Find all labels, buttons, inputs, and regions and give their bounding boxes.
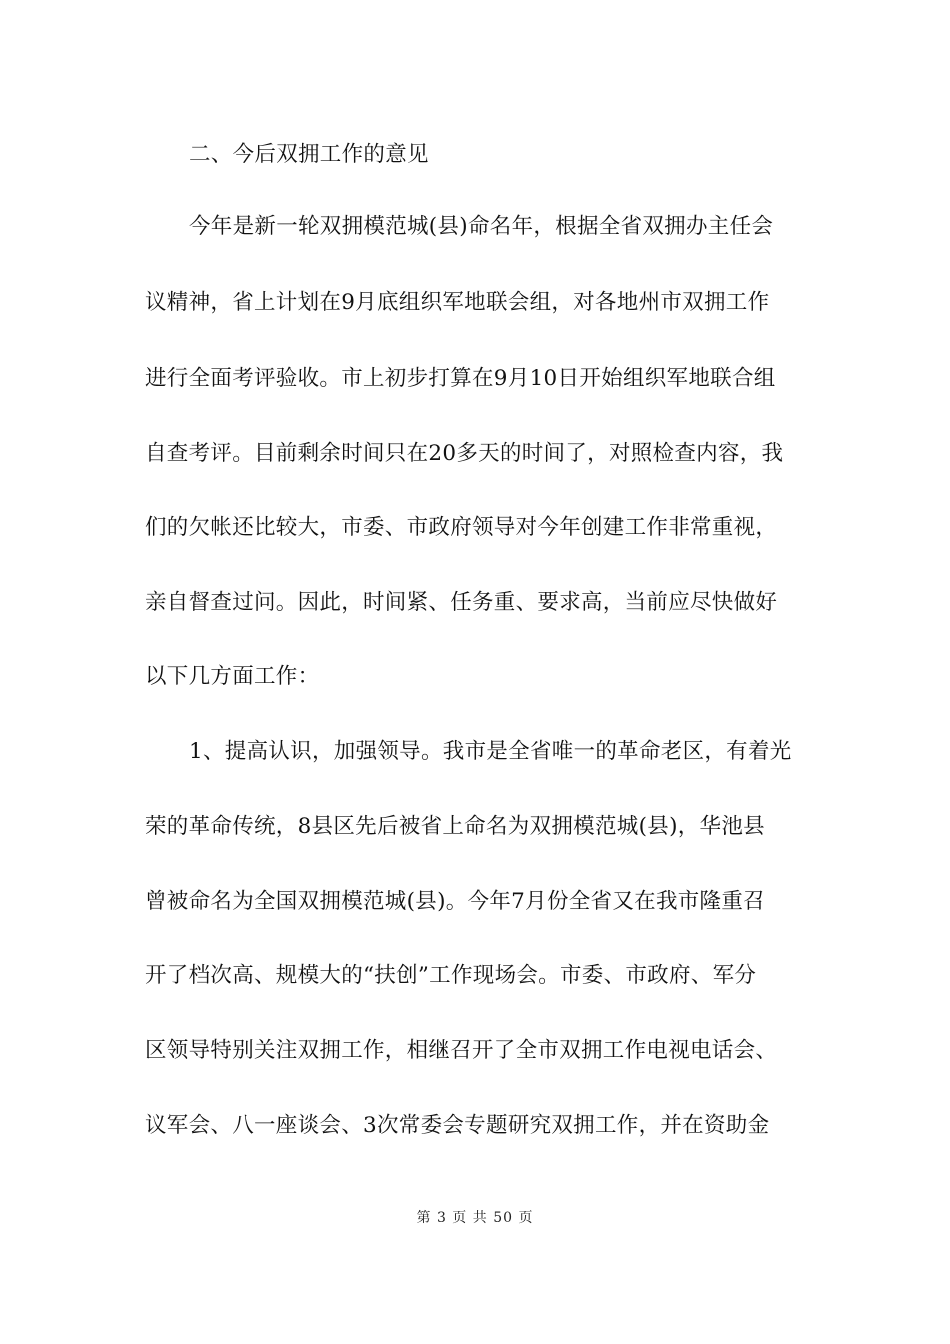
page-footer: 第 3 页 共 50 页 xyxy=(416,1210,534,1226)
paragraph-line: 议精神，省上计划在9月底组织军地联会组，对各地州市双拥工作 xyxy=(145,290,770,315)
paragraph-line: 今年是新一轮双拥模范城(县)命名年，根据全省双拥办主任会 xyxy=(189,214,774,239)
section-heading: 二、今后双拥工作的意见 xyxy=(189,142,429,167)
paragraph-line: 区领导特别关注双拥工作，相继召开了全市双拥工作电视电话会、 xyxy=(145,1038,778,1063)
paragraph-line: 亲自督查过问。因此，时间紧、任务重、要求高，当前应尽快做好 xyxy=(145,590,778,615)
paragraph-line: 以下几方面工作： xyxy=(145,664,320,689)
paragraph-line: 开了档次高、规模大的“扶创”工作现场会。市委、市政府、军分 xyxy=(145,963,757,988)
paragraph-line: 曾被命名为全国双拥模范城(县)。今年7月份全省又在我市隆重召 xyxy=(145,889,765,914)
paragraph-line: 自查考评。目前剩余时间只在20多天的时间了，对照检查内容，我 xyxy=(145,441,784,466)
paragraph-line: 进行全面考评验收。市上初步打算在9月10日开始组织军地联合组 xyxy=(145,366,776,391)
paragraph-line: 1、提高认识，加强领导。我市是全省唯一的革命老区，有着光 xyxy=(189,739,792,764)
paragraph-line: 们的欠帐还比较大，市委、市政府领导对今年创建工作非常重视， xyxy=(145,515,778,540)
paragraph-line: 议军会、八一座谈会、3次常委会专题研究双拥工作，并在资助金 xyxy=(145,1113,770,1138)
paragraph-line: 荣的革命传统，8县区先后被省上命名为双拥模范城(县)，华池县 xyxy=(145,814,765,839)
